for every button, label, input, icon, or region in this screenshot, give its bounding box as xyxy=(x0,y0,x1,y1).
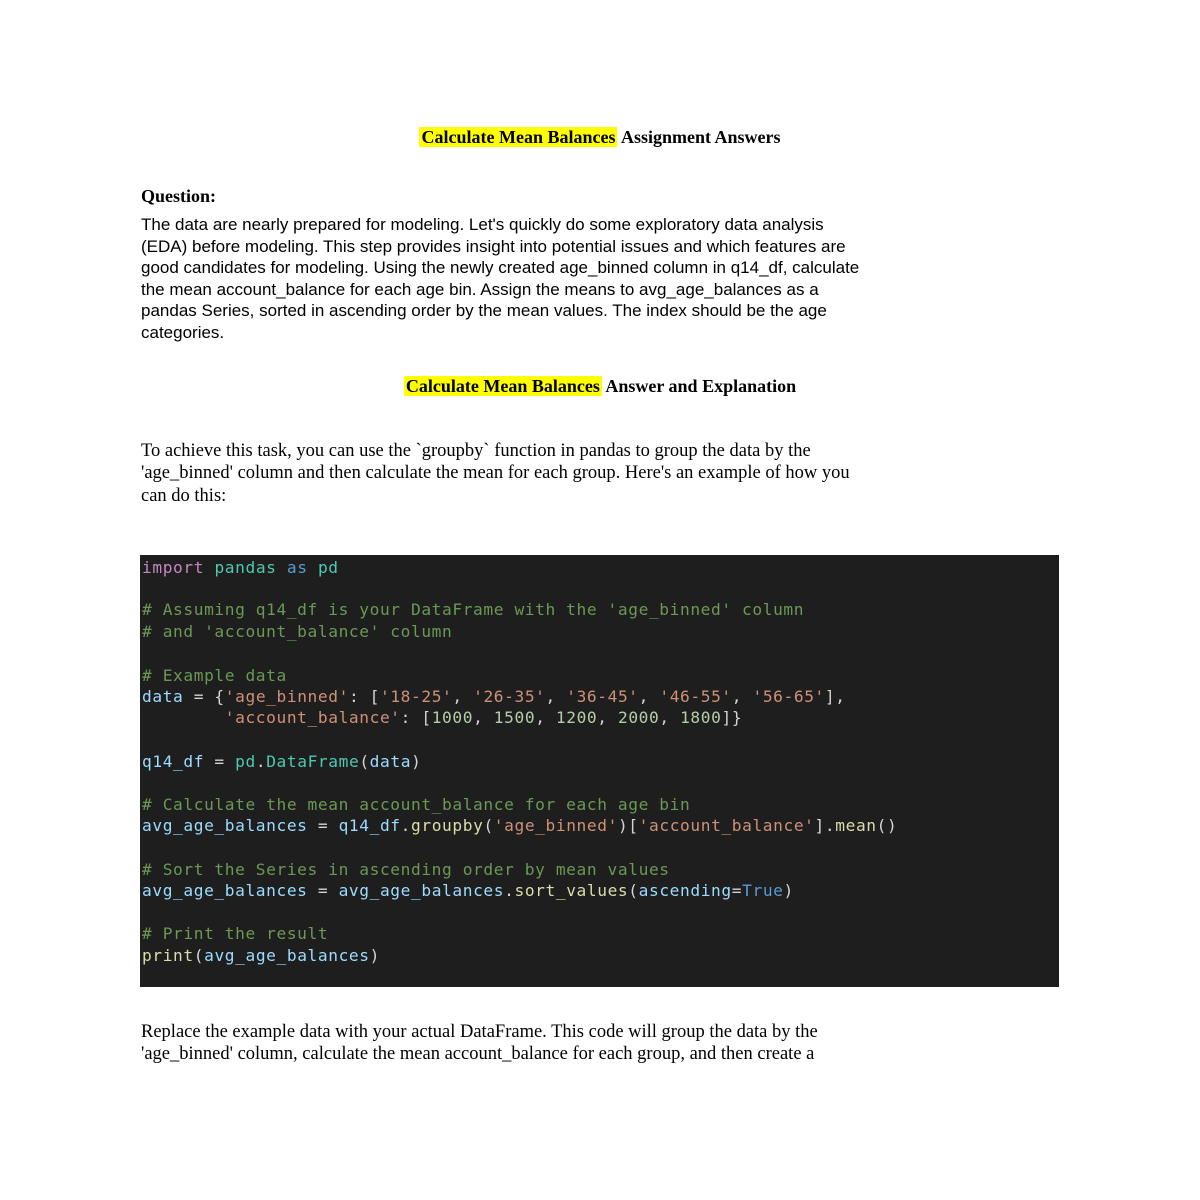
code-token: ( xyxy=(483,816,494,835)
code-token: 'account_balance' xyxy=(224,708,401,727)
code-line xyxy=(142,880,794,902)
answer-heading-rest: Answer and Explanation xyxy=(601,376,797,396)
code-token: print xyxy=(142,946,194,965)
code-line: 'account_balance': [1000, 1500, 1200, 2000, 1800]} xyxy=(224,708,743,727)
intro-line: can do this: xyxy=(141,485,227,506)
code-token: 'age_binned' xyxy=(224,687,349,706)
answer-heading-highlight: Calculate Mean Balances xyxy=(405,376,600,396)
code-token: = xyxy=(307,881,339,900)
code-block xyxy=(140,555,1059,987)
code-token: : [ xyxy=(400,708,432,727)
code-comment: # Example data xyxy=(142,666,287,685)
closing-line: 'age_binned' column, calculate the mean account_balance for each group, and then create a xyxy=(141,1044,815,1065)
code-token: 2000 xyxy=(617,708,660,727)
code-token: groupby xyxy=(411,816,484,835)
question-line: the mean account_balance for each age bin. Assign the means to avg_age_balances as a xyxy=(141,279,819,299)
code-token: ], xyxy=(824,687,846,706)
code-comment: # Assuming q14_df is your DataFrame with the 'age_binned' column xyxy=(142,600,805,619)
code-comment: # Print the result xyxy=(142,924,329,943)
code-token: )[ xyxy=(617,816,639,835)
code-comment: # Calculate the mean account_balance for each age bin xyxy=(142,795,691,814)
code-token: ]} xyxy=(721,708,743,727)
code-comment: # and 'account_balance' column xyxy=(142,622,453,641)
code-token: avg_age_balances xyxy=(338,881,505,900)
code-token: : [ xyxy=(348,687,380,706)
code-token: '36-45' xyxy=(566,687,639,706)
code-line xyxy=(142,945,380,967)
code-token: ( xyxy=(359,752,370,771)
code-token: '46-55' xyxy=(659,687,732,706)
code-token: () xyxy=(876,816,898,835)
code-token: . xyxy=(400,816,412,835)
intro-line: 'age_binned' column and then calculate the mean for each group. Here's an example of how you xyxy=(141,463,850,484)
title-highlight: Calculate Mean Balances xyxy=(421,127,616,147)
code-token: . xyxy=(504,881,515,900)
question-line: The data are nearly prepared for modeling. Let's quickly do some exploratory data analysis xyxy=(141,215,824,234)
code-token: = xyxy=(307,816,339,835)
code-token: ) xyxy=(783,881,794,900)
code-token: 1000 xyxy=(431,708,474,727)
code-line xyxy=(142,751,421,773)
code-token: mean xyxy=(835,816,877,835)
code-token: '26-35' xyxy=(473,687,546,706)
question-line: good candidates for modeling. Using the newly created age_binned column in q14_df, calculate xyxy=(141,258,860,278)
question-line: pandas Series, sorted in ascending order by the mean values. The index should be the age xyxy=(141,301,827,321)
code-token: DataFrame xyxy=(266,752,360,771)
code-token: pandas xyxy=(214,558,277,577)
code-token: 1200 xyxy=(555,708,598,727)
code-token: sort_values xyxy=(514,881,629,900)
code-token: = xyxy=(731,881,743,900)
code-token: 'account_balance' xyxy=(638,816,815,835)
code-token: 'age_binned' xyxy=(493,816,618,835)
code-token: . xyxy=(255,752,267,771)
code-token: 1500 xyxy=(493,708,536,727)
code-token: True xyxy=(742,881,784,900)
code-token: import xyxy=(142,558,205,577)
closing-paragraph xyxy=(141,1021,1061,1066)
code-token: as xyxy=(286,558,308,577)
closing-line: Replace the example data with your actual DataFrame. This code will group the data by the xyxy=(141,1022,818,1042)
code-token: data xyxy=(369,752,412,771)
code-token: ( xyxy=(193,946,205,965)
code-line: data = {'age_binned': ['18-25', '26-35', '36-45', '46-55', '56-65'], xyxy=(142,687,846,706)
document-title xyxy=(0,126,1200,148)
question-label: Question: xyxy=(141,186,217,206)
code-token: ( xyxy=(628,881,639,900)
code-token: q14_df xyxy=(338,816,401,835)
code-token: ascending xyxy=(638,881,732,900)
code-token: avg_age_balances xyxy=(142,881,308,900)
code-comment: # Sort the Series in ascending order by mean values xyxy=(142,860,670,879)
code-token: avg_age_balances xyxy=(204,946,370,965)
code-token: ) xyxy=(369,946,380,965)
question-line: (EDA) before modeling. This step provides insight into potential issues and which features are xyxy=(141,236,846,256)
intro-paragraph xyxy=(141,440,1061,507)
code-token: '18-25' xyxy=(379,687,453,706)
intro-line: To achieve this task, you can use the `groupby` function in pandas to group the data by the xyxy=(141,441,811,461)
code-token: pd xyxy=(235,752,256,771)
answer-heading xyxy=(0,375,1200,397)
question-line: categories. xyxy=(141,322,225,342)
code-token: ) xyxy=(411,752,422,771)
code-token: '56-65' xyxy=(752,687,825,706)
code-line xyxy=(142,557,339,579)
title-rest: Assignment Answers xyxy=(617,127,781,147)
code-token: = { xyxy=(183,687,225,706)
code-line xyxy=(142,815,897,837)
code-token: q14_df xyxy=(142,752,205,771)
code-token: 1800 xyxy=(680,708,722,727)
code-token: pd xyxy=(317,558,339,577)
question-text xyxy=(141,214,1061,344)
code-token: ]. xyxy=(814,816,836,835)
code-token: avg_age_balances xyxy=(142,816,308,835)
code-token: data xyxy=(142,687,184,706)
code-token: = xyxy=(204,752,236,771)
